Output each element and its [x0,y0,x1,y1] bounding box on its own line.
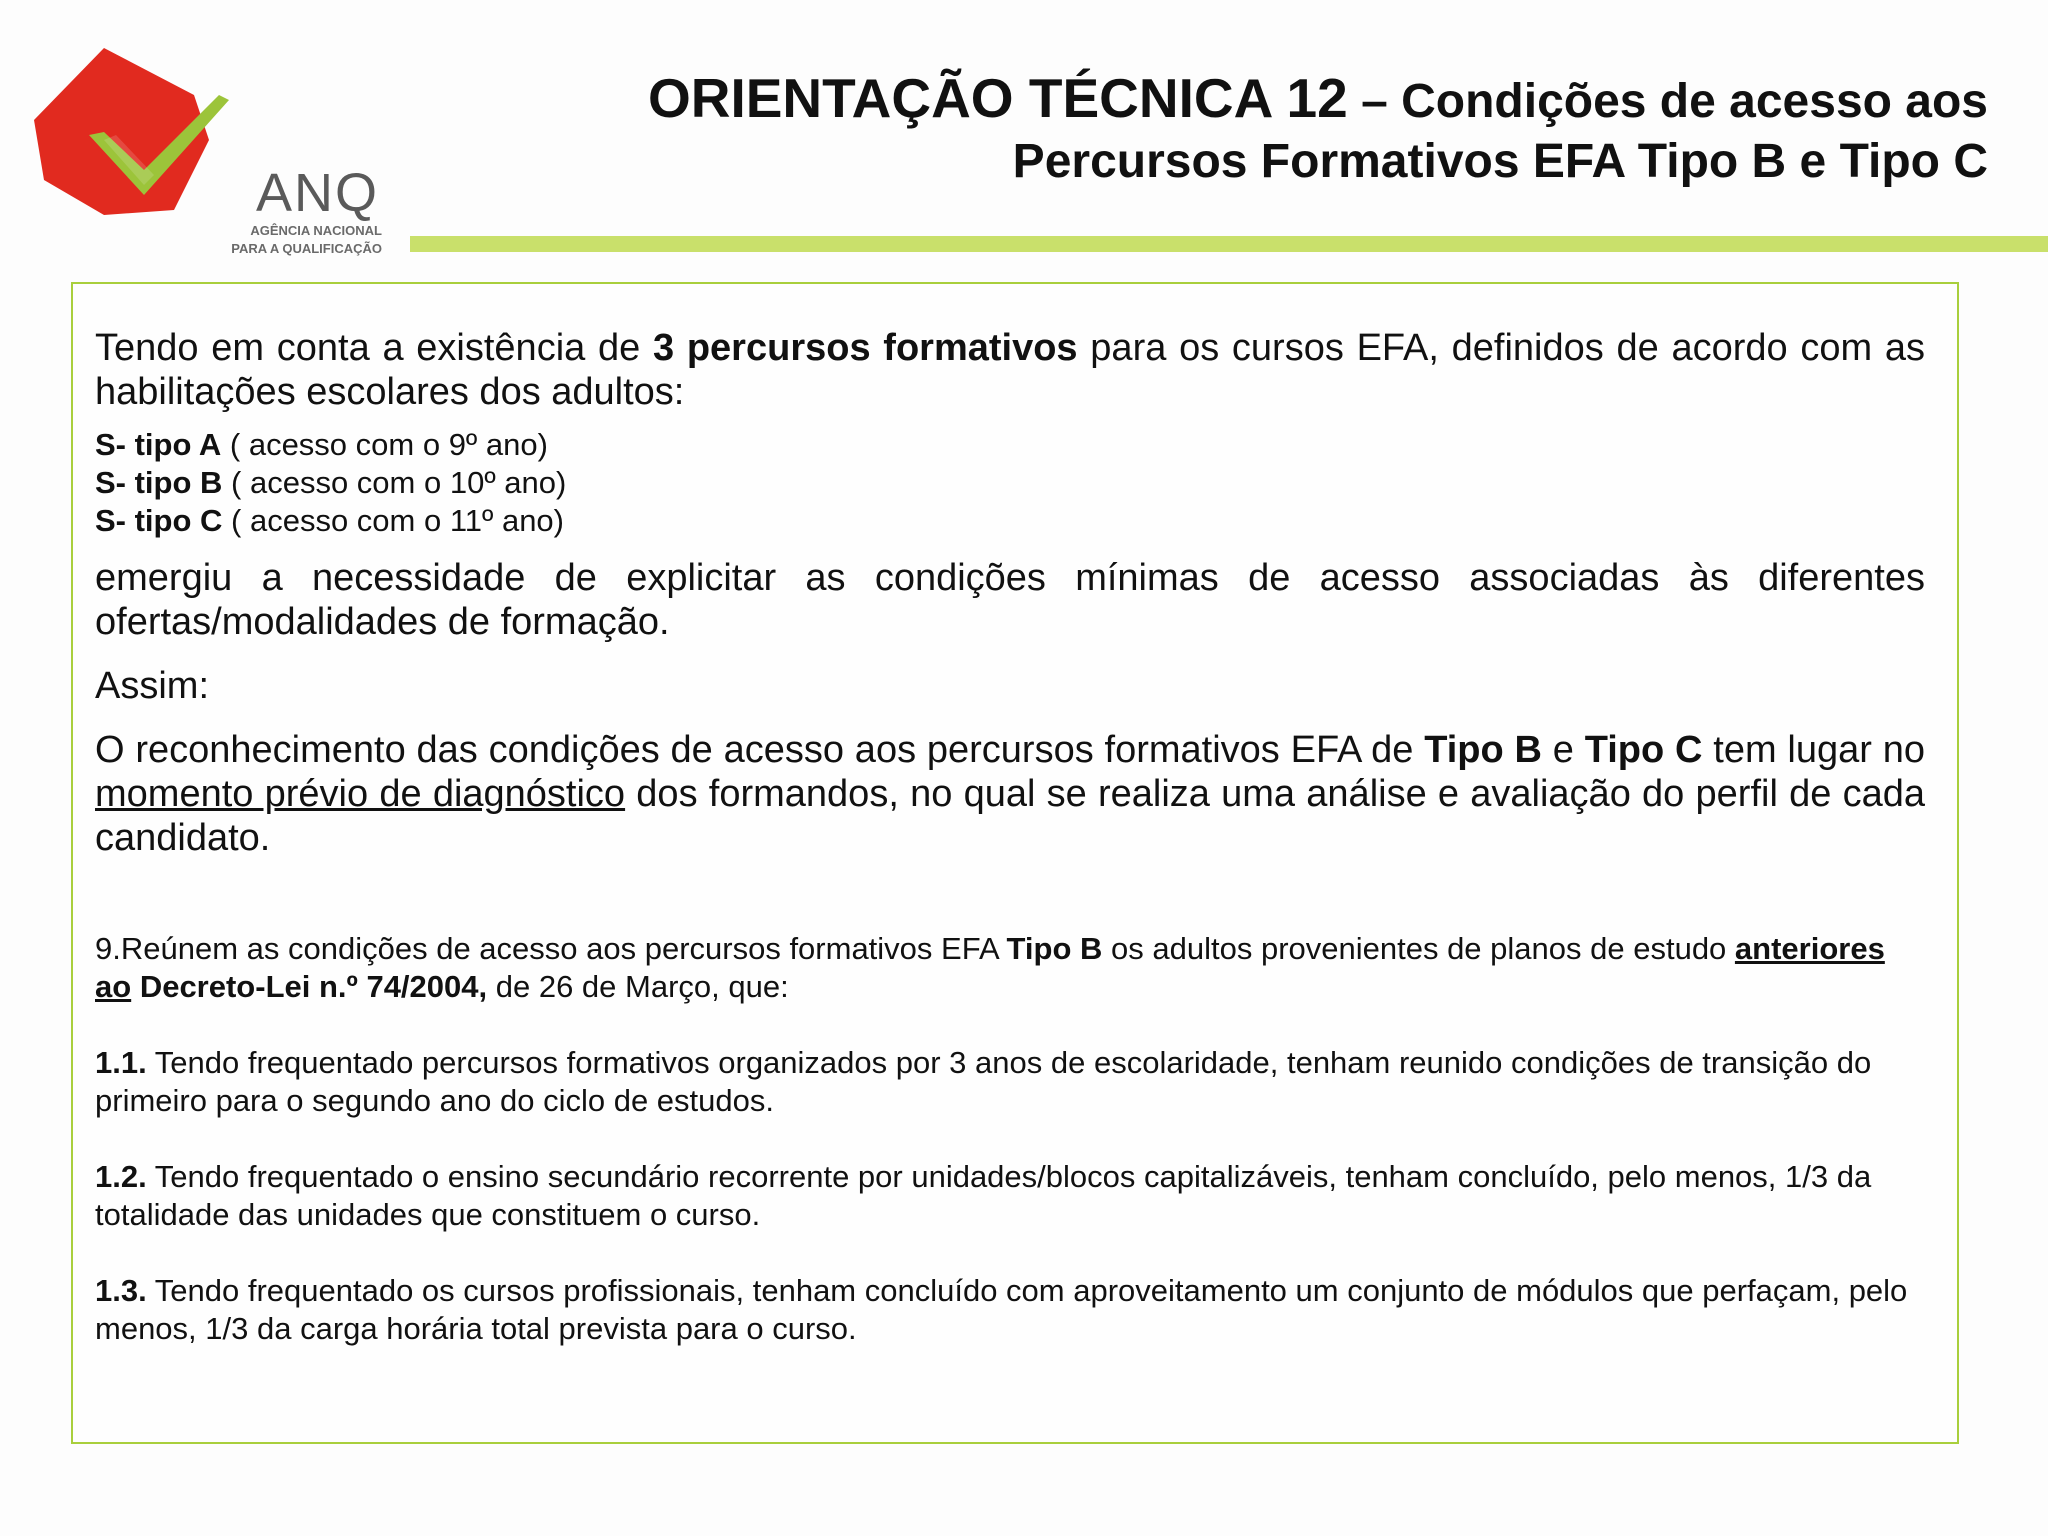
reconhecimento-text-1: O reconhecimento das condições de acesso aos percursos formativos EFA de [95,729,1425,771]
tipo-label: S- tipo B [95,465,223,500]
reconhecimento-underline: momento prévio de diagnóstico [95,773,626,815]
content-box [71,282,1959,1444]
header-divider-bar [410,236,2048,252]
item9-paragraph [95,930,1925,1006]
item9-text-2: os adultos provenientes de planos de estudo [1102,931,1735,966]
tipo-item [95,502,1925,540]
reconhecimento-paragraph [95,728,1925,860]
spacer [95,414,1925,426]
spacer [95,1234,1925,1272]
reconhecimento-tipo-c: Tipo C [1584,729,1703,771]
tipo-text: ( acesso com o 11º ano) [222,503,564,538]
anq-logo [34,40,382,256]
intro-text-2: para os cursos EFA, definidos de acordo com as habilitações escolares dos adultos: [95,327,1926,413]
title-line1 [488,68,1988,132]
spacer [95,860,1925,930]
subitem-1-3 [95,1272,1925,1348]
spacer [95,1120,1925,1158]
reconhecimento-e: e [1541,729,1585,771]
item9-space [131,969,140,1004]
assim-paragraph: Assim: [95,665,209,707]
item9-underline: anteriores ao [95,931,1885,1004]
reconhecimento-text-3: dos formandos, no qual se realiza uma análise e avaliação do perfil de cada candidato. [95,773,1925,859]
subitem-number: 1.1. [95,1045,147,1080]
page-title [488,68,1988,192]
tipo-item [95,426,1925,464]
reconhecimento-tipo-b: Tipo B [1424,729,1542,771]
title-main: ORIENTAÇÃO TÉCNICA 12 [647,67,1348,129]
subitem-text: Tendo frequentado o ensino secundário recorrente por unidades/blocos capitalizáveis, tenham concluído, pelo menos, 1/3 da totalidade das unidades que constituem o curso. [95,1159,1872,1232]
spacer [95,1006,1925,1044]
tipo-text: ( acesso com o 9º ano) [221,427,548,462]
spacer [95,540,1925,556]
item9-text-3: de 26 de Março, que: [487,969,789,1004]
subitem-text: Tendo frequentado os cursos profissionais, tenham concluído com aproveitamento um conjunto de módulos que perfaçam, pelo menos, 1/3 da carga horária total prevista para o curso. [95,1273,1908,1346]
anq-tagline-line1: AGÊNCIA NACIONAL [250,223,382,238]
item9-decreto: Decreto-Lei n.º 74/2004, [139,969,488,1004]
anq-logo-mark [34,40,234,230]
reconhecimento-text-2: tem lugar no [1702,729,1925,771]
item9-text-1: 9.Reúnem as condições de acesso aos percursos formativos EFA [95,931,1007,966]
title-line2: Percursos Formativos EFA Tipo B e Tipo C [1012,135,1988,188]
content-body [95,326,1925,1348]
subitem-number: 1.3. [95,1273,147,1308]
intro-paragraph [95,326,1925,414]
subitem-number: 1.2. [95,1159,147,1194]
title-subtitle: – Condições de acesso aos [1347,75,1988,128]
subitem-1-1 [95,1044,1925,1120]
intro-bold: 3 percursos formativos [652,327,1078,369]
tipo-label: S- tipo A [95,427,222,462]
subitem-1-2 [95,1158,1925,1234]
anq-tagline-line2: PARA A QUALIFICAÇÃO [231,241,382,256]
subitem-text: Tendo frequentado percursos formativos organizados por 3 anos de escolaridade, tenham reunido condições de transição do primeiro para o segundo ano do ciclo de estudos. [95,1045,1872,1118]
tipo-item [95,464,1925,502]
spacer [95,708,1925,728]
anq-brand-text: ANQ [256,163,380,223]
tipo-text: ( acesso com o 10º ano) [222,465,567,500]
anq-tagline [202,222,382,258]
item9-tipo-b: Tipo B [1006,931,1103,966]
tipo-label: S- tipo C [95,503,223,538]
tipo-list [95,426,1925,540]
intro-text-1: Tendo em conta a existência de [95,327,653,369]
spacer [95,644,1925,664]
emergiu-paragraph: emergiu a necessidade de explicitar as condições mínimas de acesso associadas às diferentes ofertas/modalidades de formação. [95,557,1925,643]
